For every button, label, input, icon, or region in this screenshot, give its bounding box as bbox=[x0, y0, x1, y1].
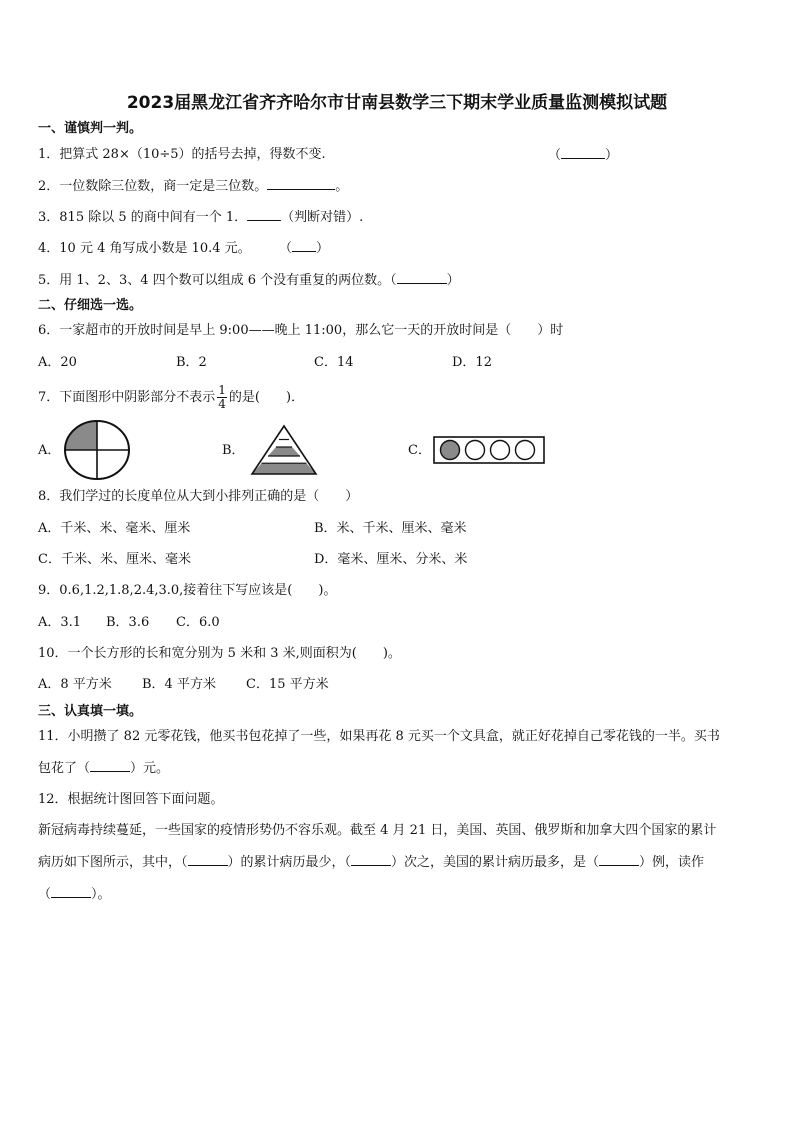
bracket-close: ） bbox=[605, 148, 619, 163]
answer-blank-4[interactable] bbox=[279, 241, 329, 256]
bracket-open: （ bbox=[548, 148, 562, 163]
option-9a[interactable]: A．3.1 bbox=[38, 615, 82, 630]
option-10a[interactable]: A．8 平方米 bbox=[38, 677, 112, 692]
circle-quarter-figure[interactable] bbox=[63, 419, 131, 481]
answer-blank-2[interactable] bbox=[267, 177, 335, 190]
question-12-para-line-3 bbox=[38, 885, 111, 904]
triangle-layers-figure[interactable] bbox=[250, 424, 318, 476]
question-4-text: 4．10 元 4 角写成小数是 10.4 元。 bbox=[38, 241, 251, 256]
option-10c[interactable]: C．15 平方米 bbox=[246, 677, 329, 692]
section-heading-2: 二、仔细选一选。 bbox=[38, 298, 143, 313]
fraction-denominator: 4 bbox=[218, 397, 226, 411]
bracket-open: （ bbox=[390, 273, 397, 288]
question-7 bbox=[38, 380, 304, 416]
question-8: 8．我们学过的长度单位从大到小排列正确的是（ ） bbox=[38, 489, 359, 504]
option-9b[interactable]: B．3.6 bbox=[106, 615, 150, 630]
bracket-open: （ bbox=[278, 241, 292, 256]
question-4 bbox=[38, 239, 329, 258]
four-circles-figure[interactable] bbox=[433, 436, 545, 464]
answer-blank-3[interactable] bbox=[247, 208, 281, 221]
question-7-tail: 的是( )． bbox=[228, 390, 305, 405]
option-8d[interactable]: D．毫米、厘米、分米、米 bbox=[314, 552, 468, 567]
option-10b[interactable]: B．4 平方米 bbox=[142, 677, 216, 692]
para-text-f: ）。 bbox=[91, 887, 111, 902]
question-2-text: 2．一位数除三位数，商一定是三位数。 bbox=[38, 179, 268, 194]
question-11-text: 包花了（ bbox=[38, 761, 91, 776]
page-title: 2023届黑龙江省齐齐哈尔市甘南县数学三下期末学业质量监测模拟试题 bbox=[126, 93, 668, 113]
answer-blank-11[interactable] bbox=[90, 759, 130, 772]
option-9c[interactable]: C．6.0 bbox=[176, 615, 220, 630]
option-6a[interactable]: A．20 bbox=[38, 355, 77, 370]
question-1 bbox=[38, 146, 326, 164]
option-7a[interactable]: A． bbox=[38, 443, 61, 458]
question-11-line-2 bbox=[38, 759, 169, 778]
section-heading-1: 一、谨慎判一判。 bbox=[38, 121, 143, 136]
answer-blank-12c[interactable] bbox=[599, 853, 639, 866]
option-6c[interactable]: C．14 bbox=[314, 355, 354, 370]
para-text-b: ）的累计病历最少，（ bbox=[227, 855, 352, 870]
option-7b[interactable]: B． bbox=[222, 443, 245, 458]
answer-blank-5[interactable] bbox=[390, 273, 460, 288]
option-8c[interactable]: C．千米、米、厘米、毫米 bbox=[38, 552, 191, 567]
question-12-para-line-1: 新冠病毒持续蔓延，一些国家的疫情形势仍不容乐观。截至 4 月 21 日，美国、英国、俄罗斯和加拿大四个国家的累计 bbox=[38, 823, 717, 838]
para-text-c: ）次之，美国的累计病历最多，是（ bbox=[391, 855, 600, 870]
bracket-close: ） bbox=[446, 273, 460, 288]
option-7c[interactable]: C． bbox=[408, 443, 431, 458]
option-8a[interactable]: A．千米、米、毫米、厘米 bbox=[38, 521, 191, 536]
question-6: 6．一家超市的开放时间是早上 9:00——晚上 11:00，那么它一天的开放时间是（ ）时 bbox=[38, 323, 564, 338]
question-12-para-line-2 bbox=[38, 853, 704, 872]
question-1-text: 1．把算式 28×（10÷5）的括号去掉，得数不变. bbox=[38, 147, 326, 162]
question-5-text: 5．用 1、2、3、4 四个数可以组成 6 个没有重复的两位数。 bbox=[38, 273, 391, 288]
bracket-close: ） bbox=[316, 241, 330, 256]
para-text-a: 病历如下图所示，其中，（ bbox=[38, 855, 188, 870]
question-11-tail: ）元。 bbox=[130, 761, 170, 776]
question-7-text: 7．下面图形中阴影部分不表示 bbox=[38, 390, 216, 405]
question-10: 10．一个长方形的长和宽分别为 5 米和 3 米,则面积为( )。 bbox=[38, 646, 401, 661]
question-11-line-1: 11．小明攒了 82 元零花钱，他买书包花掉了一些，如果再花 8 元买一个文具盒，就正好花掉自己零花钱的一半。买书 bbox=[38, 729, 720, 744]
question-3-text: 3．815 除以 5 的商中间有一个 1． bbox=[38, 210, 248, 225]
question-2-tail: 。 bbox=[335, 179, 349, 194]
question-12: 12．根据统计图回答下面问题。 bbox=[38, 792, 224, 807]
para-text-e: （ bbox=[38, 887, 52, 902]
shaded-bottom-band bbox=[252, 463, 316, 474]
answer-blank-12d[interactable] bbox=[51, 885, 91, 898]
question-3-tail: （判断对错）. bbox=[281, 210, 364, 225]
question-3 bbox=[38, 208, 363, 227]
option-8b[interactable]: B．米、千米、厘米、毫米 bbox=[314, 521, 467, 536]
question-2 bbox=[38, 177, 348, 196]
option-6b[interactable]: B．2 bbox=[176, 355, 207, 370]
option-6d[interactable]: D．12 bbox=[452, 355, 492, 370]
fraction-one-quarter bbox=[217, 384, 227, 411]
shaded-middle-band bbox=[268, 447, 300, 456]
answer-blank-12a[interactable] bbox=[188, 853, 228, 866]
answer-blank-12b[interactable] bbox=[351, 853, 391, 866]
para-text-d: ）例，读作 bbox=[639, 855, 705, 870]
section-heading-3: 三、认真填一填。 bbox=[38, 704, 143, 719]
question-9: 9．0.6,1.2,1.8,2.4,3.0,接着往下写应该是( )。 bbox=[38, 583, 337, 598]
answer-blank-1[interactable] bbox=[548, 146, 618, 165]
shaded-circle bbox=[441, 441, 460, 460]
question-5 bbox=[38, 271, 460, 290]
fraction-numerator: 1 bbox=[218, 383, 226, 397]
